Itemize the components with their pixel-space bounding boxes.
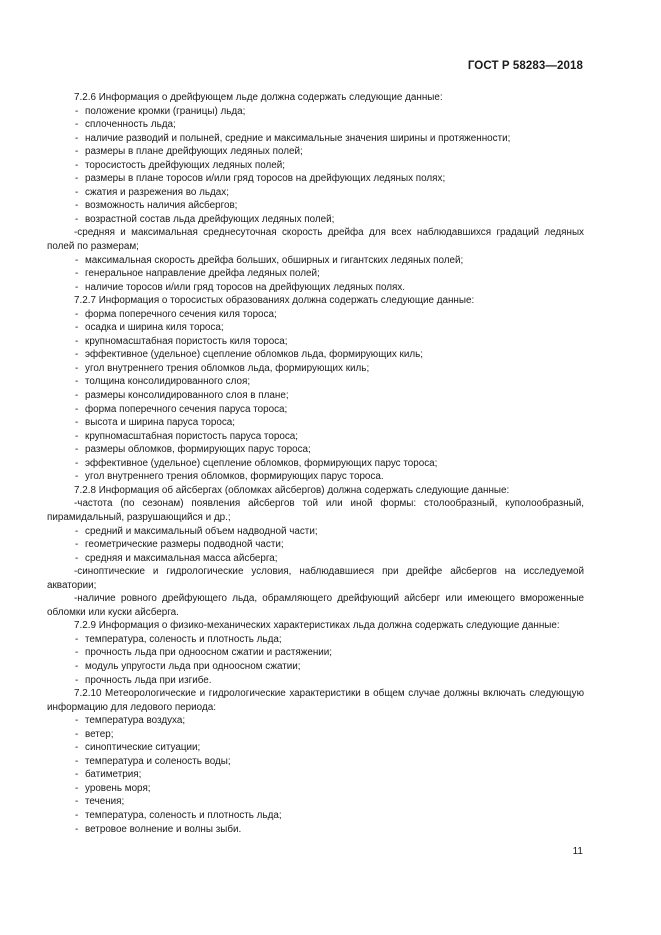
list-item-text: средняя и максимальная масса айсберга; xyxy=(85,552,278,564)
list-dash: - xyxy=(75,335,79,347)
list-item-text: геометрические размеры подводной части; xyxy=(85,539,284,551)
list-item xyxy=(47,443,584,457)
list-item-text: течения; xyxy=(85,796,125,808)
list-dash: - xyxy=(75,539,79,551)
list-item xyxy=(47,592,584,619)
list-dash: - xyxy=(75,430,79,442)
list-item xyxy=(47,132,584,146)
list-dash: - xyxy=(75,403,79,415)
list-item-text: температура воздуха; xyxy=(85,715,186,727)
list-dash: - xyxy=(75,633,79,645)
list-item xyxy=(47,348,584,362)
list-dash: - xyxy=(75,213,79,225)
list-dash: - xyxy=(75,390,79,402)
list-item xyxy=(47,646,584,660)
list-item xyxy=(47,728,584,742)
list-dash: - xyxy=(75,254,79,266)
list-item xyxy=(47,674,584,688)
section-heading: 7.2.7 Информация о торосистых образованиях должна содержать следующие данные: xyxy=(74,295,475,307)
list-item-text: модуль упругости льда при одноосном сжатии; xyxy=(85,660,301,672)
list-item-text: температура, соленость и плотность льда; xyxy=(85,809,282,821)
list-dash: - xyxy=(75,322,79,334)
list-item xyxy=(47,470,584,484)
list-dash: - xyxy=(75,552,79,564)
list-item xyxy=(47,321,584,335)
list-item xyxy=(47,118,584,132)
list-item-text: температура и соленость воды; xyxy=(85,755,231,767)
list-item-text: сплоченность льда; xyxy=(85,119,176,131)
list-dash: - xyxy=(75,674,79,686)
list-item xyxy=(47,782,584,796)
list-item xyxy=(47,430,584,444)
list-item-text: ветровое волнение и волны зыби. xyxy=(85,823,242,835)
list-dash: - xyxy=(75,159,79,171)
list-item-text: угол внутреннего трения обломков льда, формирующих киль; xyxy=(85,362,370,374)
list-item-text: форма поперечного сечения паруса тороса; xyxy=(85,403,288,415)
list-item-text: синоптические и гидрологические условия, наблюдавшиеся при дрейфе айсбергов на исследуемой акватории; xyxy=(47,566,584,591)
list-item xyxy=(47,145,584,159)
list-item xyxy=(47,552,584,566)
list-dash: - xyxy=(75,457,79,469)
list-item xyxy=(47,714,584,728)
list-item xyxy=(47,254,584,268)
list-dash: - xyxy=(75,173,79,185)
list-dash: - xyxy=(75,444,79,456)
list-item-text: наличие ровного дрейфующего льда, обрамляющего дрейфующий айсберг или имеющего вмороженные обломки или куски айсберга. xyxy=(47,593,584,618)
list-dash: - xyxy=(75,119,79,131)
list-dash: - xyxy=(75,647,79,659)
list-item-text: батиметрия; xyxy=(85,769,142,781)
list-item-text: возможность наличия айсбергов; xyxy=(85,200,238,212)
list-item xyxy=(47,335,584,349)
list-item xyxy=(47,633,584,647)
list-item-text: угол внутреннего трения обломков, формирующих парус тороса. xyxy=(85,471,384,483)
list-item-text: средняя и максимальная среднесуточная скорость дрейфа для всех наблюдавшихся градаций ледяных полей по размерам; xyxy=(47,227,584,253)
list-item-text: синоптические ситуации; xyxy=(85,742,201,754)
list-item xyxy=(47,105,584,119)
list-dash: - xyxy=(75,417,79,429)
list-item xyxy=(47,403,584,417)
list-item xyxy=(47,172,584,186)
list-dash: - xyxy=(75,146,79,158)
list-dash: - xyxy=(75,809,79,821)
list-item-text: уровень моря; xyxy=(85,782,151,794)
list-dash: - xyxy=(74,498,78,510)
list-item-text: сжатия и разрежения во льдах; xyxy=(85,186,229,198)
list-item-text: эффективное (удельное) сцепление обломков льда, формирующих киль; xyxy=(85,349,424,361)
list-item-text: частота (по сезонам) появления айсбергов той или иной формы: столообразный, куполообразный, пирамидальный, разрушающийся и др.; xyxy=(47,498,584,523)
section-heading: 7.2.9 Информация о физико-механических характеристиках льда должна содержать следующие данные: xyxy=(74,620,560,632)
list-dash: - xyxy=(75,349,79,361)
list-item-text: размеры консолидированного слоя в плане; xyxy=(85,390,289,402)
list-dash: - xyxy=(75,660,79,672)
list-item xyxy=(47,308,584,322)
list-dash: - xyxy=(74,593,78,605)
list-item-text: средний и максимальный объем надводной части; xyxy=(85,525,318,537)
list-item-text: возрастной состав льда дрейфующих ледяных полей; xyxy=(85,213,335,225)
page-number: 11 xyxy=(572,846,583,857)
list-item xyxy=(47,823,584,837)
list-dash: - xyxy=(75,715,79,727)
list-item xyxy=(47,362,584,376)
list-dash: - xyxy=(75,105,79,117)
list-item-text: торосистость дрейфующих ледяных полей; xyxy=(85,159,285,171)
list-item-text: крупномасштабная пористость паруса тороса; xyxy=(85,430,298,442)
list-dash: - xyxy=(75,769,79,781)
list-item xyxy=(47,809,584,823)
list-item xyxy=(47,768,584,782)
list-item-text: прочность льда при изгибе. xyxy=(85,674,212,686)
list-item xyxy=(47,389,584,403)
section-heading: 7.2.6 Информация о дрейфующем льде должна содержать следующие данные: xyxy=(74,92,443,103)
list-dash: - xyxy=(75,268,79,280)
list-item xyxy=(47,281,584,295)
list-item xyxy=(47,741,584,755)
list-item xyxy=(47,565,584,592)
list-item-text: крупномасштабная пористость киля тороса; xyxy=(85,335,288,347)
list-item-text: максимальная скорость дрейфа больших, обширных и гигантских ледяных полей; xyxy=(85,254,464,266)
list-item xyxy=(47,159,584,173)
list-item xyxy=(47,497,584,524)
section-heading: 7.2.8 Информация об айсбергах (обломках айсбергов) должна содержать следующие данные: xyxy=(74,484,510,496)
list-item xyxy=(47,457,584,471)
list-dash: - xyxy=(74,227,78,239)
list-dash: - xyxy=(75,796,79,808)
list-item xyxy=(47,416,584,430)
list-dash: - xyxy=(75,186,79,198)
list-item xyxy=(47,375,584,389)
list-dash: - xyxy=(74,566,78,578)
list-item-text: наличие разводий и полыней, средние и максимальные значения ширины и протяженности; xyxy=(85,132,511,144)
list-item xyxy=(47,538,584,552)
list-item xyxy=(47,199,584,213)
list-dash: - xyxy=(75,525,79,537)
list-dash: - xyxy=(75,755,79,767)
list-item-text: осадка и ширина киля тороса; xyxy=(85,322,224,334)
list-item-text: положение кромки (границы) льда; xyxy=(85,105,246,117)
list-item xyxy=(47,795,584,809)
list-dash: - xyxy=(75,200,79,212)
list-dash: - xyxy=(75,281,79,293)
list-item-text: наличие торосов и/или гряд торосов на дрейфующих ледяных полях. xyxy=(85,281,406,293)
list-item-text: температура, соленость и плотность льда; xyxy=(85,633,282,645)
section-heading: 7.2.10 Метеорологические и гидрологические характеристики в общем случае должны включать следующую информацию для ледового периода: xyxy=(47,688,584,713)
list-item-text: прочность льда при одноосном сжатии и растяжении; xyxy=(85,647,333,659)
list-item xyxy=(47,525,584,539)
list-dash: - xyxy=(75,308,79,320)
list-dash: - xyxy=(75,782,79,794)
list-item-text: генеральное направление дрейфа ледяных полей; xyxy=(85,268,320,280)
list-item-text: размеры обломков, формирующих парус тороса; xyxy=(85,444,311,456)
list-dash: - xyxy=(75,823,79,835)
list-item xyxy=(47,186,584,200)
list-item xyxy=(47,226,584,253)
list-item xyxy=(47,660,584,674)
list-item-text: ветер; xyxy=(85,728,114,740)
document-id: ГОСТ Р 58283—2018 xyxy=(467,60,583,72)
list-dash: - xyxy=(75,471,79,483)
list-item-text: толщина консолидированного слоя; xyxy=(85,376,251,388)
list-item-text: эффективное (удельное) сцепление обломков, формирующих парус тороса; xyxy=(85,457,438,469)
list-item-text: высота и ширина паруса тороса; xyxy=(85,417,235,429)
document-body xyxy=(47,91,584,836)
list-item-text: размеры в плане торосов и/или гряд торосов на дрейфующих ледяных полях; xyxy=(85,173,446,185)
list-dash: - xyxy=(75,362,79,374)
list-dash: - xyxy=(75,728,79,740)
list-item xyxy=(47,213,584,227)
list-dash: - xyxy=(75,742,79,754)
list-dash: - xyxy=(75,376,79,388)
list-item-text: форма поперечного сечения киля тороса; xyxy=(85,308,277,320)
list-item xyxy=(47,755,584,769)
list-item xyxy=(47,267,584,281)
list-dash: - xyxy=(75,132,79,144)
list-item-text: размеры в плане дрейфующих ледяных полей; xyxy=(85,146,303,158)
